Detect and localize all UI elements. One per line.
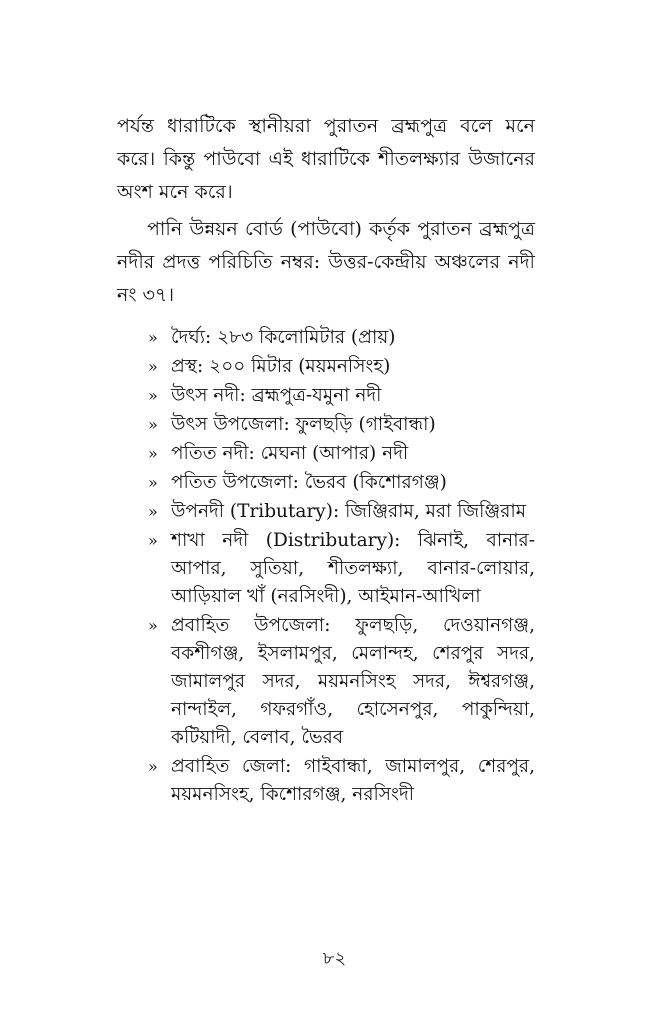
bullet-icon: » bbox=[148, 473, 158, 492]
paragraph-continuation: পর্যন্ত ধারাটিকে স্থানীয়রা পুরাতন ব্রহ্মপুত্র বলে মনে করে। কিন্তু পাউবো এই ধারাটিকে শীতলক্ষ্যার উজানের অংশ মনে করে। bbox=[117, 115, 535, 203]
fact-source-upazila: উৎস উপজেলা: ফুলছড়ি (গাইবান্ধা) bbox=[171, 414, 436, 435]
river-facts-list bbox=[117, 324, 535, 809]
bullet-icon: » bbox=[148, 502, 158, 521]
list-item bbox=[117, 353, 535, 381]
bullet-icon: » bbox=[148, 616, 158, 635]
fact-outfall-upazila: পতিত উপজেলা: ভৈরব (কিশোরগঞ্জ) bbox=[171, 472, 447, 493]
bullet-icon: » bbox=[148, 386, 158, 405]
fact-distributaries: শাখা নদী (Distributary): ঝিনাই, বানার-আপার, সুতিয়া, শীতলক্ষ্যা, বানার-লোয়ার, আড়িয়াল খাঁ (নরসিংদী), আইমান-আখিলা bbox=[171, 530, 535, 607]
fact-upazilas: প্রবাহিত উপজেলা: ফুলছড়ি, দেওয়ানগঞ্জ, বকশীগঞ্জ, ইসলামপুর, মেলান্দহ, শেরপুর সদর, জামালপুর সদর, ময়মনসিংহ সদর, ঈশ্বরগঞ্জ, নান্দাইল, গফরগাঁও, হোসেনপুর, পাকুন্দিয়া, কটিয়াদী, বেলাব, ভৈরব bbox=[171, 615, 535, 748]
list-item bbox=[117, 469, 535, 497]
bullet-icon: » bbox=[148, 757, 158, 776]
list-item bbox=[117, 382, 535, 410]
bullet-icon: » bbox=[148, 357, 158, 376]
fact-width: প্রস্থ: ২০০ মিটার (ময়মনসিংহ) bbox=[171, 356, 391, 377]
bullet-icon: » bbox=[148, 415, 158, 434]
list-item bbox=[117, 753, 535, 809]
bullet-icon: » bbox=[148, 328, 158, 347]
bullet-icon: » bbox=[148, 531, 158, 550]
page-body bbox=[117, 110, 535, 810]
list-item bbox=[117, 411, 535, 439]
page-number: ৮২ bbox=[322, 948, 347, 969]
fact-districts: প্রবাহিত জেলা: গাইবান্ধা, জামালপুর, শেরপুর, ময়মনসিংহ, কিশোরগঞ্জ, নরসিংদী bbox=[171, 756, 535, 805]
fact-source-river: উৎস নদী: ব্রহ্মপুত্র-যমুনা নদী bbox=[171, 385, 382, 406]
fact-outfall-river: পতিত নদী: মেঘনা (আপার) নদী bbox=[171, 443, 409, 464]
fact-length: দৈর্ঘ্য: ২৮৩ কিলোমিটার (প্রায়) bbox=[171, 327, 396, 348]
list-item bbox=[117, 324, 535, 352]
fact-tributaries: উপনদী (Tributary): জিঞ্জিরাম, মরা জিঞ্জিরাম bbox=[171, 501, 527, 522]
list-item bbox=[117, 527, 535, 611]
bullet-icon: » bbox=[148, 444, 158, 463]
list-item bbox=[117, 612, 535, 752]
list-item bbox=[117, 440, 535, 468]
paragraph-river-id: পানি উন্নয়ন বোর্ড (পাউবো) কর্তৃক পুরাতন ব্রহ্মপুত্র নদীর প্রদত্ত পরিচিতি নম্বর: উত্তর-কেন্দ্রীয় অঞ্চলের নদী নং ৩৭। bbox=[117, 218, 535, 306]
list-item bbox=[117, 498, 535, 526]
